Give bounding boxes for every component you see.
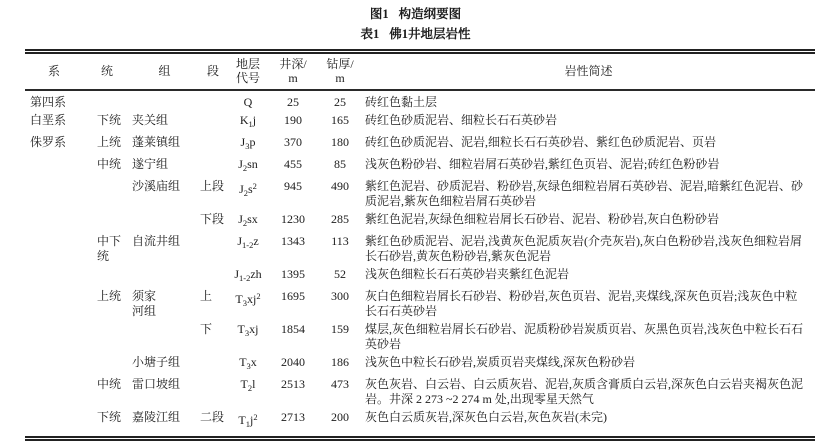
col-header-system: 系	[25, 54, 83, 90]
cell-member	[198, 134, 228, 156]
figure-caption	[0, 0, 831, 23]
cell-series: 中统	[97, 157, 122, 171]
cell-series	[83, 178, 131, 211]
cell-code: $T_2l$	[240, 377, 256, 393]
cell-system	[25, 321, 83, 354]
cell-thickness: 25	[334, 95, 346, 109]
cell-system	[25, 288, 83, 321]
table-caption-title: 佛1井地层岩性	[389, 27, 471, 41]
cell-code: $J_3p$	[240, 135, 256, 151]
stratigraphy-table-frame	[25, 49, 815, 441]
cell-series	[83, 354, 131, 376]
table-body	[25, 90, 815, 436]
cell-lithology: 砖红色黏土层	[365, 95, 438, 109]
stratigraphy-table	[25, 54, 815, 436]
col-header-thickness: 钻厚/ m	[318, 54, 362, 90]
table-header	[25, 54, 815, 90]
cell-series	[83, 90, 131, 112]
cell-thickness: 180	[331, 135, 349, 149]
cell-thickness: 473	[331, 377, 349, 391]
cell-formation	[131, 266, 198, 288]
cell-formation	[131, 90, 198, 112]
table-row	[25, 266, 815, 288]
cell-formation: 嘉陵江组	[132, 410, 181, 424]
cell-series	[83, 211, 131, 233]
cell-thickness: 285	[331, 212, 349, 226]
table-caption-label: 表1	[360, 27, 380, 41]
cell-depth: 1343	[281, 234, 305, 248]
cell-depth: 2040	[281, 355, 305, 369]
cell-depth: 1230	[281, 212, 305, 226]
cell-member	[198, 156, 228, 178]
cell-code: $T_3xj$	[237, 322, 259, 338]
cell-thickness: 186	[331, 355, 349, 369]
cell-lithology: 砖红色砂质泥岩、泥岩,细粒长石石英砂岩、紫红色砂质泥岩、页岩	[365, 135, 717, 149]
table-row	[25, 233, 815, 266]
cell-depth: 370	[284, 135, 302, 149]
cell-formation: 须家河组	[132, 289, 157, 318]
cell-depth: 25	[287, 95, 299, 109]
table-caption	[0, 23, 831, 43]
cell-thickness: 490	[331, 179, 349, 193]
table-header-row	[25, 54, 815, 90]
col-header-code: 地层 代号	[228, 54, 268, 90]
cell-member	[198, 354, 228, 376]
cell-formation: 夹关组	[132, 113, 169, 127]
cell-lithology: 砖红色砂质泥岩、细粒长石石英砂岩	[365, 113, 558, 127]
cell-series: 上统	[97, 289, 122, 303]
cell-lithology: 浅灰色中粒长石砂岩,炭质页岩夹煤线,深灰色粉砂岩	[365, 355, 636, 369]
cell-depth: 1854	[281, 322, 305, 336]
cell-lithology: 紫红色泥岩、砂质泥岩、粉砂岩,灰绿色细粒岩屑石英砂岩、泥岩,暗紫红色泥岩、砂质泥岩,紫灰色细粒岩屑石英砂岩	[365, 179, 804, 208]
cell-formation: 小塘子组	[132, 355, 181, 369]
table-row	[25, 156, 815, 178]
cell-system	[25, 211, 83, 233]
cell-system	[25, 376, 83, 409]
cell-member	[198, 112, 228, 134]
cell-member: 上	[200, 289, 213, 303]
cell-member: 下	[200, 322, 213, 336]
cell-series: 上统	[97, 135, 122, 149]
cell-formation: 自流井组	[132, 234, 181, 248]
cell-code: $J_2sx$	[238, 212, 258, 228]
cell-lithology: 浅灰色粉砂岩、细粒岩屑石英砂岩,紫红色页岩、泥岩;砖红色粉砂岩	[365, 157, 720, 171]
cell-depth: 455	[284, 157, 302, 171]
cell-thickness: 85	[334, 157, 346, 171]
cell-depth: 190	[284, 113, 302, 127]
table-row	[25, 354, 815, 376]
cell-code: $T_1j^2$	[238, 412, 258, 429]
cell-formation: 蓬莱镇组	[132, 135, 181, 149]
cell-lithology: 灰白色细粒岩屑长石砂岩、粉砂岩,灰色页岩、泥岩,夹煤线,深灰色页岩;浅灰色中粒长石石英砂岩	[365, 289, 798, 318]
cell-formation	[131, 321, 198, 354]
cell-member: 下段	[200, 212, 225, 226]
cell-system	[25, 354, 83, 376]
cell-system: 白垩系	[30, 113, 67, 127]
cell-code: $T_3xj^2$	[235, 291, 261, 308]
cell-system	[25, 266, 83, 288]
cell-member	[198, 376, 228, 409]
table-row	[25, 211, 815, 233]
cell-code: $J_2s^2$	[239, 181, 257, 198]
cell-formation	[131, 211, 198, 233]
table-row	[25, 90, 815, 112]
table-row	[25, 134, 815, 156]
col-header-lithology: 岩性简述	[362, 54, 815, 90]
table-row	[25, 112, 815, 134]
table-row	[25, 288, 815, 321]
cell-formation: 遂宁组	[132, 157, 169, 171]
cell-thickness: 159	[331, 322, 349, 336]
cell-code: $K_1j$	[239, 113, 257, 129]
cell-thickness: 52	[334, 267, 346, 281]
col-header-member: 段	[198, 54, 228, 90]
table-row	[25, 409, 815, 437]
cell-code: $T_3x$	[239, 355, 257, 371]
cell-series: 中统	[97, 377, 122, 391]
cell-system	[25, 156, 83, 178]
cell-system: 侏罗系	[30, 135, 67, 149]
cell-depth: 1395	[281, 267, 305, 281]
cell-formation: 沙溪庙组	[132, 179, 181, 193]
cell-thickness: 165	[331, 113, 349, 127]
cell-thickness: 113	[331, 234, 349, 248]
cell-lithology: 紫红色泥岩,灰绿色细粒岩屑长石砂岩、泥岩、粉砂岩,灰白色粉砂岩	[365, 212, 720, 226]
cell-code: Q	[243, 95, 253, 109]
cell-lithology: 浅灰色细粒长石石英砂岩夹紫红色泥岩	[365, 267, 570, 281]
cell-system	[25, 233, 83, 266]
cell-depth: 1695	[281, 289, 305, 303]
cell-lithology: 煤层,灰色细粒岩屑长石砂岩、泥质粉砂岩炭质页岩、灰黑色页岩,浅灰色中粒长石石英砂岩	[365, 322, 804, 351]
cell-formation: 雷口坡组	[132, 377, 181, 391]
cell-lithology: 灰色灰岩、白云岩、白云质灰岩、泥岩,灰质含膏质白云岩,深灰色白云岩夹褐灰色泥岩。井深 2 273 ~2 274 m 处,出现零星天然气	[365, 377, 804, 406]
cell-system	[25, 409, 83, 437]
cell-depth: 2713	[281, 410, 305, 424]
cell-series: 中下统	[97, 234, 122, 263]
cell-member: 二段	[200, 410, 225, 424]
col-header-series: 统	[83, 54, 131, 90]
cell-thickness: 300	[331, 289, 349, 303]
cell-series: 下统	[97, 410, 122, 424]
figure-caption-title: 构造纲要图	[398, 7, 462, 21]
cell-member	[198, 233, 228, 266]
cell-depth: 2513	[281, 377, 305, 391]
table-row	[25, 178, 815, 211]
cell-lithology: 灰色白云质灰岩,深灰色白云岩,灰色灰岩(未完)	[365, 410, 607, 424]
cell-member: 上段	[200, 179, 225, 193]
cell-series	[83, 266, 131, 288]
cell-code: $J_2sn$	[238, 157, 258, 173]
cell-depth: 945	[284, 179, 302, 193]
cell-lithology: 紫红色砂质泥岩、泥岩,浅黄灰色泥质灰岩(介壳灰岩),灰白色粉砂岩,浅灰色细粒岩屑长石砂岩,黄灰色粉砂岩,紫灰色泥岩	[365, 234, 802, 263]
cell-system	[25, 178, 83, 211]
table-row	[25, 376, 815, 409]
cell-code: $J_{1-2}z$	[237, 234, 259, 250]
cell-series: 下统	[97, 113, 122, 127]
cell-series	[83, 321, 131, 354]
col-header-formation: 组	[131, 54, 198, 90]
cell-thickness: 200	[331, 410, 349, 424]
figure-caption-label: 图1	[369, 7, 389, 21]
cell-code: $J_{1-2}zh$	[234, 267, 262, 283]
col-header-depth: 井深/ m	[268, 54, 318, 90]
cell-member	[198, 266, 228, 288]
table-row	[25, 321, 815, 354]
cell-system: 第四系	[30, 95, 67, 109]
cell-member	[198, 90, 228, 112]
